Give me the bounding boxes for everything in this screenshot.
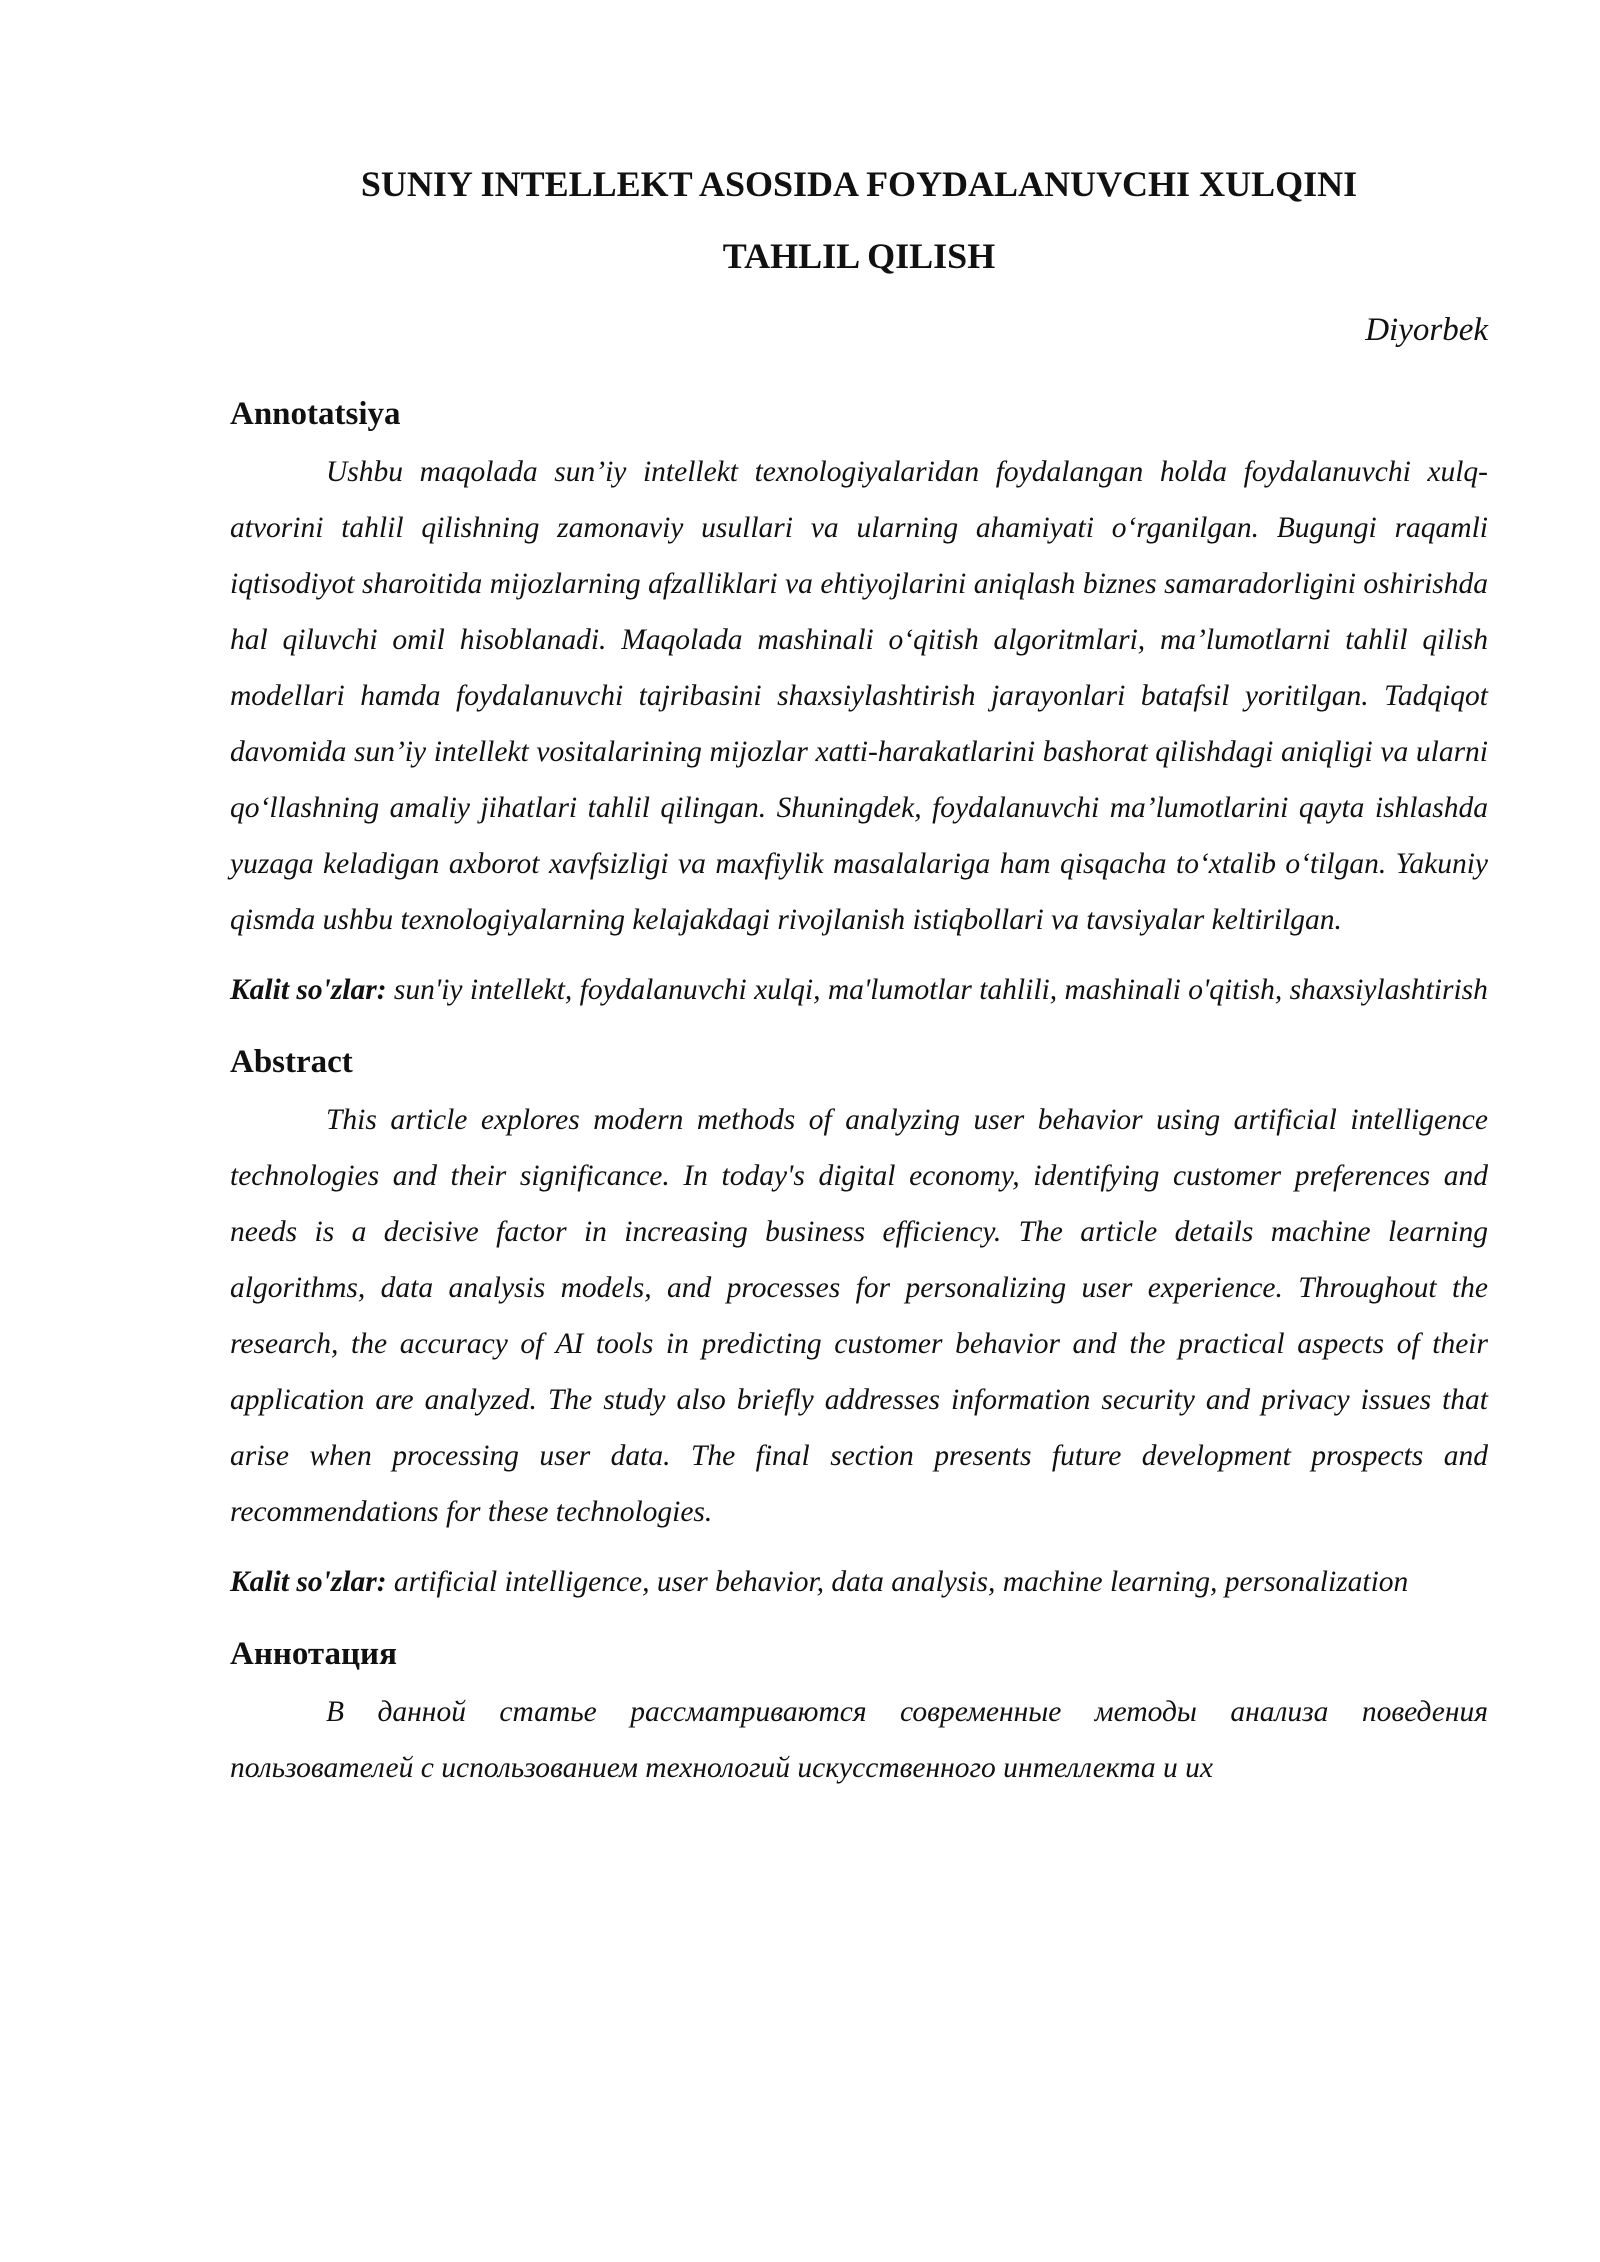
- title-line-1: SUNIY INTELLEKT ASOSIDA FOYDALANUVCHI XULQINI: [360, 164, 1358, 204]
- abstract-paragraph: This article explores modern methods of analyzing user behavior using artificial intelligence technologies and their significance. In today's digital economy, identifying customer preferences and needs is a decisive factor in increasing business efficiency. The article details machine learning algorithms, data analysis models, and processes for personalizing user experience. Throughout the research, the accuracy of AI tools in predicting customer behavior and the practical aspects of their application are analyzed. The study also briefly addresses information security and privacy issues that arise when processing user data. The final section presents future development prospects and recommendations for these technologies.: [230, 1104, 1488, 1528]
- annotatsiya-heading: Annotatsiya: [230, 396, 401, 432]
- annotatsiya-ru-paragraph: В данной статье рассматриваются современные методы анализа поведения пользователей с использованием технологий искусственного интеллекта и их: [230, 1696, 1488, 1784]
- article-title: [230, 148, 1488, 292]
- keywords-label: Kalit so'zlar:: [230, 974, 387, 1006]
- annotatsiya-paragraph: Ushbu maqolada sun’iy intellekt texnologiyalaridan foydalangan holda foydalanuvchi xulq-atvorini tahlil qilishning zamonaviy usullari va ularning ahamiyati o‘rganilgan. Bugungi raqamli iqtisodiyot sharoitida mijozlarning afzalliklari va ehtiyojlarini aniqlash biznes samaradorligini oshirishda hal qiluvchi omil hisoblanadi. Maqolada mashinali o‘qitish algoritmlari, ma’lumotlarni tahlil qilish modellari hamda foydalanuvchi tajribasini shaxsiylashtirish jarayonlari batafsil yoritilgan. Tadqiqot davomida sun’iy intellekt vositalarining mijozlar xatti-harakatlarini bashorat qilishdagi aniqligi va ularni qo‘llashning amaliy jihatlari tahlil qilingan. Shuningdek, foydalanuvchi ma’lumotlarini qayta ishlashda yuzaga keladigan axborot xavfsizligi va maxfiylik masalalariga ham qisqacha to‘xtalib o‘tilgan. Yakuniy qismda ushbu texnologiyalarning kelajakdagi rivojlanish istiqbollari va tavsiyalar keltirilgan.: [230, 456, 1488, 936]
- abstract-heading: Abstract: [230, 1044, 353, 1080]
- keywords-label: Kalit so'zlar:: [230, 1566, 387, 1598]
- keywords-list: sun'iy intellekt, foydalanuvchi xulqi, ma'lumotlar tahlili, mashinali o'qitish, shaxsiylashtirish: [386, 974, 1488, 1006]
- abstract-keywords: [230, 1554, 1488, 1610]
- annotatsiya-ru-heading: Аннотация: [230, 1636, 397, 1672]
- keywords-list: artificial intelligence, user behavior, data analysis, machine learning, personalization: [386, 1566, 1409, 1598]
- author-name: Diyorbek: [1365, 312, 1488, 348]
- annotatsiya-keywords: [230, 962, 1488, 1018]
- title-line-2: TAHLIL QILISH: [722, 236, 996, 276]
